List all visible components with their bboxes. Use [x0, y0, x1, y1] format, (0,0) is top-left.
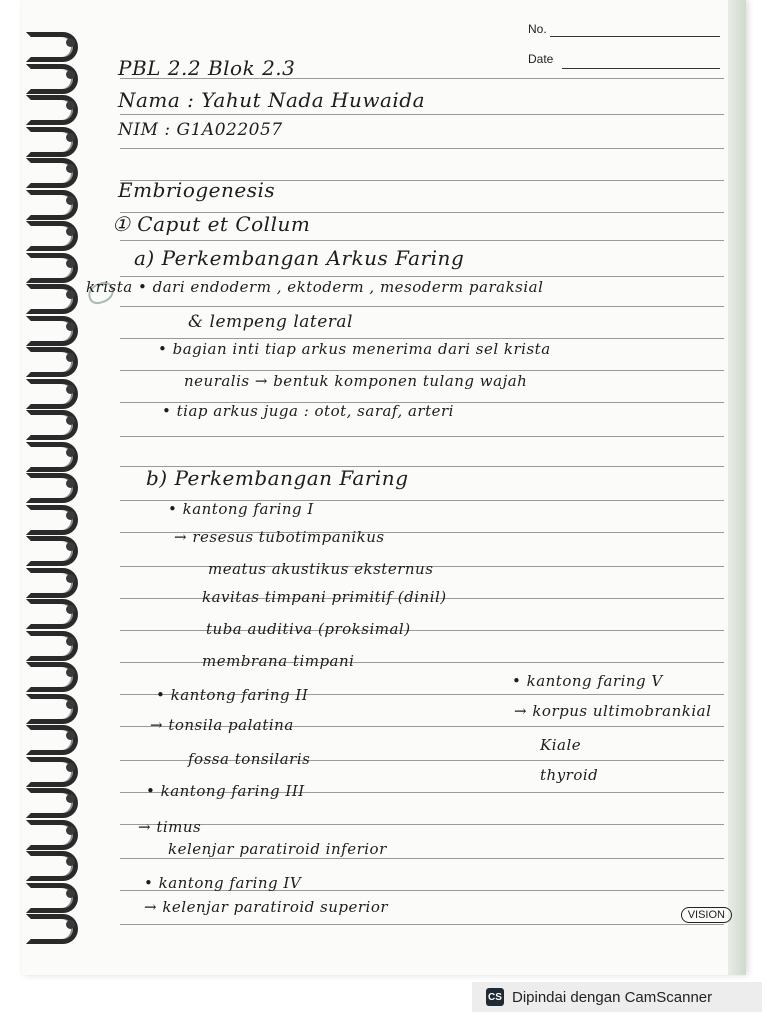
ring-loop	[26, 379, 78, 409]
spiral-ring	[22, 343, 70, 373]
ring-hole	[66, 101, 75, 110]
ring-hole	[66, 731, 75, 740]
ring-loop	[26, 536, 78, 566]
ring-hole	[66, 385, 75, 394]
ring-loop	[26, 95, 78, 125]
spiral-ring	[22, 501, 70, 531]
ring-loop	[26, 820, 78, 850]
ring-loop	[26, 662, 78, 692]
date-label: Date	[528, 52, 554, 66]
ring-hole	[66, 668, 75, 677]
ring-loop	[26, 190, 78, 220]
ruled-line	[120, 858, 724, 859]
ring-hole	[66, 574, 75, 583]
spiral-ring	[22, 879, 70, 909]
ring-hole	[66, 637, 75, 646]
note-line: • kantong faring III	[146, 782, 305, 800]
ring-loop	[26, 599, 78, 629]
ruled-line	[120, 338, 724, 339]
note-line: → tonsila palatina	[150, 716, 294, 734]
note-line-right: thyroid	[540, 766, 599, 784]
spiral-ring	[22, 217, 70, 247]
ring-loop	[26, 757, 78, 787]
watermark-text: Dipindai dengan CamScanner	[512, 988, 713, 1006]
spiral-ring	[22, 627, 70, 657]
note-line: membrana timpani	[202, 652, 355, 670]
note-title: PBL 2.2 Blok 2.3	[118, 56, 296, 80]
ring-hole	[66, 448, 75, 457]
ruled-line	[120, 240, 724, 241]
ruled-line	[120, 824, 724, 825]
note-line: • bagian inti tiap arkus menerima dari sel krista	[158, 340, 551, 358]
ring-loop	[26, 284, 78, 314]
note-subheading-a: a) Perkembangan Arkus Faring	[134, 246, 465, 270]
spiral-ring	[22, 532, 70, 562]
note-nim: NIM : G1A022057	[118, 120, 283, 140]
note-subheading-b: b) Perkembangan Faring	[146, 466, 409, 490]
ruled-line	[120, 148, 724, 149]
ruled-line	[120, 436, 724, 437]
spiral-ring	[22, 60, 70, 90]
ring-hole	[66, 290, 75, 299]
ring-hole	[66, 826, 75, 835]
note-line: meatus akustikus eksternus	[208, 560, 434, 578]
note-line: & lempeng lateral	[188, 312, 353, 332]
note-line: → resesus tubotimpanikus	[174, 528, 385, 546]
spiral-ring	[22, 91, 70, 121]
spiral-ring	[22, 690, 70, 720]
ring-hole	[66, 605, 75, 614]
ring-hole	[66, 700, 75, 709]
ring-loop	[26, 64, 78, 94]
vision-logo: VISION	[681, 907, 732, 923]
ring-hole	[66, 889, 75, 898]
ring-loop	[26, 914, 78, 944]
ring-loop	[26, 883, 78, 913]
ring-loop	[26, 568, 78, 598]
spiral-ring	[22, 658, 70, 688]
ruled-line	[120, 370, 724, 371]
ring-loop	[26, 221, 78, 251]
ring-hole	[66, 259, 75, 268]
ring-loop	[26, 253, 78, 283]
spiral-ring	[22, 154, 70, 184]
spiral-ring	[22, 28, 70, 58]
ring-hole	[66, 542, 75, 551]
spiral-ring	[22, 564, 70, 594]
ring-loop	[26, 442, 78, 472]
note-line: krista • dari endoderm , ektoderm , mesoderm paraksial	[86, 278, 544, 296]
spiral-ring	[22, 910, 70, 940]
ring-loop	[26, 851, 78, 881]
ring-hole	[66, 38, 75, 47]
spiral-ring	[22, 406, 70, 436]
ring-loop	[26, 32, 78, 62]
note-line: • kantong faring IV	[144, 874, 302, 892]
spiral-ring	[22, 784, 70, 814]
ring-hole	[66, 416, 75, 425]
ring-loop	[26, 158, 78, 188]
ring-loop	[26, 505, 78, 535]
ring-loop	[26, 347, 78, 377]
note-line: • kantong faring I	[168, 500, 314, 518]
no-label: No.	[528, 22, 547, 36]
ring-hole	[66, 322, 75, 331]
ring-hole	[66, 511, 75, 520]
ring-loop	[26, 631, 78, 661]
spiral-ring	[22, 249, 70, 279]
spiral-ring	[22, 816, 70, 846]
spiral-ring	[22, 847, 70, 877]
ring-loop	[26, 788, 78, 818]
ring-hole	[66, 794, 75, 803]
camscanner-icon: CS	[486, 988, 504, 1006]
note-line: fossa tonsilaris	[188, 750, 311, 768]
ring-hole	[66, 763, 75, 772]
spiral-ring	[22, 186, 70, 216]
spiral-ring	[22, 280, 70, 310]
ring-hole	[66, 353, 75, 362]
ring-hole	[66, 70, 75, 79]
spiral-ring	[22, 753, 70, 783]
note-name: Nama : Yahut Nada Huwaida	[118, 88, 425, 112]
ring-loop	[26, 725, 78, 755]
spiral-ring	[22, 438, 70, 468]
note-line: • kantong faring II	[156, 686, 309, 704]
ring-hole	[66, 196, 75, 205]
spiral-ring	[22, 123, 70, 153]
note-line-right: → korpus ultimobrankial	[514, 702, 712, 720]
ring-hole	[66, 227, 75, 236]
ring-hole	[66, 857, 75, 866]
spiral-ring	[22, 721, 70, 751]
page-edge	[728, 0, 746, 975]
notebook-page	[22, 0, 746, 975]
ring-loop	[26, 473, 78, 503]
spiral-ring	[22, 469, 70, 499]
note-section-1: ① Caput et Collum	[112, 212, 311, 236]
ring-loop	[26, 410, 78, 440]
note-line: tuba auditiva (proksimal)	[206, 620, 411, 638]
ruled-line	[120, 276, 724, 277]
ring-hole	[66, 920, 75, 929]
note-line: kelenjar paratiroid inferior	[168, 840, 387, 858]
spiral-ring	[22, 595, 70, 625]
ring-loop	[26, 127, 78, 157]
ruled-line	[120, 924, 724, 925]
spiral-ring	[22, 312, 70, 342]
note-line-right: Kiale	[540, 736, 582, 754]
note-line: neuralis → bentuk komponen tulang wajah	[184, 372, 528, 390]
note-line: → timus	[138, 818, 202, 836]
ring-loop	[26, 316, 78, 346]
ring-loop	[26, 694, 78, 724]
note-line-right: • kantong faring V	[512, 672, 663, 690]
ring-hole	[66, 164, 75, 173]
note-line: kavitas timpani primitif (dinil)	[202, 588, 447, 606]
date-line	[562, 68, 720, 69]
camscanner-watermark	[472, 982, 762, 1012]
ruled-line	[120, 114, 724, 115]
no-line	[550, 36, 720, 37]
ring-hole	[66, 479, 75, 488]
note-topic: Embriogenesis	[118, 178, 276, 202]
ring-hole	[66, 133, 75, 142]
note-line: → kelenjar paratiroid superior	[144, 898, 389, 916]
ruled-line	[120, 306, 724, 307]
note-line: • tiap arkus juga : otot, saraf, arteri	[162, 402, 454, 420]
spiral-ring	[22, 375, 70, 405]
